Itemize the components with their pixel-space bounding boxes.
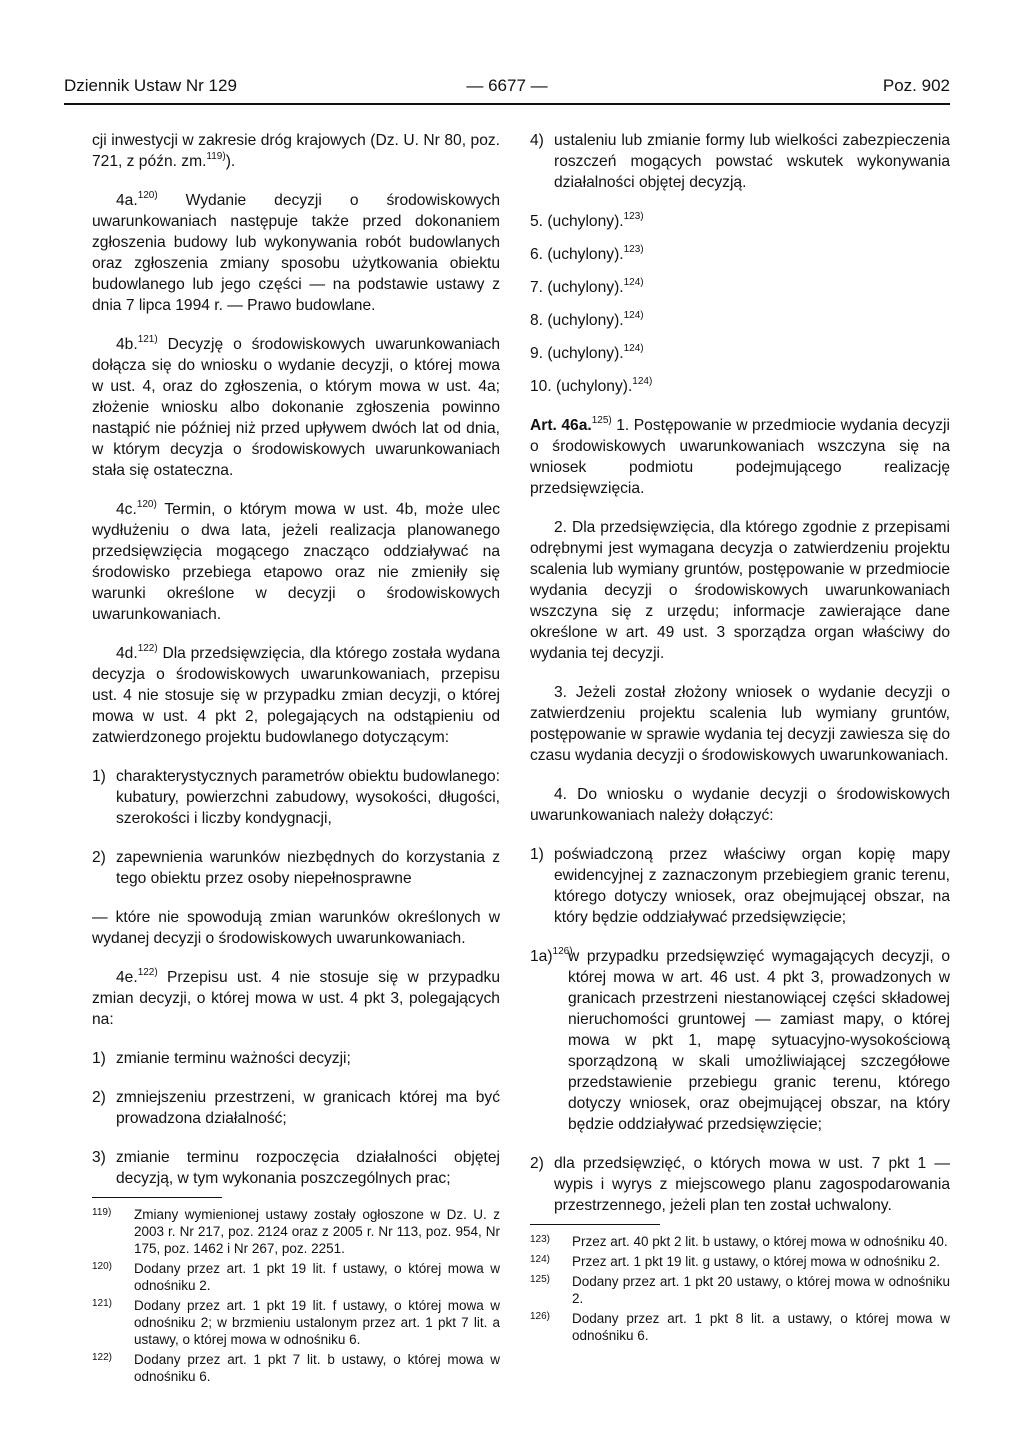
- repealed-item: [530, 310, 950, 331]
- footnote-text: Przez art. 1 pkt 19 lit. g ustawy, o której mowa w odnośniku 2.: [572, 1254, 941, 1269]
- list-number: 2): [92, 1089, 106, 1106]
- paragraph-4c: [92, 499, 500, 625]
- footnote-number: 124): [530, 1254, 551, 1265]
- footnote: [92, 1206, 500, 1257]
- footnote-ref: 126): [552, 945, 573, 957]
- footnote: [92, 1260, 500, 1294]
- footnote: [530, 1310, 950, 1344]
- list-item: [92, 1147, 500, 1189]
- repealed-item: [530, 244, 950, 265]
- list-text: zapewnienia warunków niezbędnych do korzystania z tego obiektu przez osoby niepełnosprawne: [116, 849, 500, 887]
- paragraph-3: 3. Jeżeli został złożony wniosek o wydanie decyzji o zatwierdzeniu projektu scalenia lub wymiany gruntów, postępowanie w sprawie wydania tej decyzji zawiesza się do czasu wydania decyzji o środowiskowych uwarunkowaniach.: [530, 684, 950, 764]
- paragraph-label: 4c.: [116, 501, 137, 518]
- paragraph-text: ).: [225, 153, 236, 170]
- list-item: [92, 1087, 500, 1129]
- left-column: [92, 130, 500, 1388]
- repealed-label: 8. (uchylony).: [530, 312, 624, 329]
- list-text: zmniejszeniu przestrzeni, w granicach której ma być prowadzona działalność;: [116, 1089, 500, 1127]
- repealed-label: 9. (uchylony).: [530, 345, 624, 362]
- repealed-label: 7. (uchylony).: [530, 279, 624, 296]
- footnote-number: 119): [92, 1207, 112, 1218]
- list-item: [530, 946, 950, 1135]
- footnote-rule: [92, 1197, 222, 1198]
- paragraph-4b: [92, 334, 500, 481]
- footnote-ref: 122): [137, 642, 158, 654]
- list-number: 1): [92, 1050, 106, 1067]
- footnote: [530, 1273, 950, 1307]
- list-text: w przypadku przedsięwzięć wymagających decyzji, o której mowa w art. 46 ust. 4 pkt 3, prowadzonych w granicach przestrzeni niestanowiącej części składowej nieruchomości gruntowej — zamiast mapy, o której mowa w pkt 1, mapę sytuacyjno-wysokościową sporządzoną w skali umożliwiającej szczegółowe przedstawienie przebiegu granic terenu, którego dotyczy wniosek, oraz obejmującej obszar, na który będzie oddziaływać przedsięwzięcie;: [568, 948, 950, 1133]
- list-text: poświadczoną przez właściwy organ kopię mapy ewidencyjnej z zaznaczonym przebiegiem granic terenu, którego dotyczy wniosek, oraz obejmującej obszar, na który będzie oddziaływać przedsięwzięcie;: [554, 846, 950, 926]
- footnote-text: Dodany przez art. 1 pkt 19 lit. f ustawy, o której mowa w odnośniku 2.: [134, 1261, 500, 1293]
- footnote-number: 120): [92, 1261, 113, 1272]
- article-label: Art. 46a.: [530, 417, 592, 434]
- footnote-ref: 124): [623, 342, 644, 354]
- footnote-ref: 125): [591, 414, 612, 426]
- right-column: [530, 130, 950, 1347]
- position-number: Poz. 902: [882, 76, 950, 95]
- footnote: [92, 1351, 500, 1385]
- article-46a: [530, 415, 950, 499]
- paragraph-2: 2. Dla przedsięwzięcia, dla którego zgodnie z przepisami odrębnymi jest wymagana decyzja o zatwierdzeniu projektu scalenia lub wymiany gruntów, postępowanie w przedmiocie wydania decyzji o środowiskowych uwarunkowaniach wszczyna się z urzędu; informacje zawierające dane określone w art. 49 ust. 3 sporządza organ właściwy do wydania tej decyzji.: [530, 519, 950, 662]
- list-item: [92, 847, 500, 889]
- repealed-item: [530, 277, 950, 298]
- paragraph-label: 4a.: [116, 192, 138, 209]
- paragraph-4d-tail: — które nie spowodują zmian warunków określonych w wydanej decyzji o środowiskowych uwarunkowaniach.: [92, 909, 500, 947]
- footnote-ref: 121): [137, 333, 158, 345]
- footnote-rule: [530, 1224, 660, 1225]
- paragraph-4: 4. Do wniosku o wydanie decyzji o środowiskowych uwarunkowaniach należy dołączyć:: [530, 786, 950, 824]
- footnote-number: 122): [92, 1352, 113, 1363]
- list-number: 4): [530, 132, 544, 149]
- footnote: [92, 1297, 500, 1348]
- footnote-ref: 122): [137, 966, 158, 978]
- list-item: [530, 130, 950, 193]
- footnote-number: 123): [530, 1234, 551, 1245]
- list-item: [92, 766, 500, 829]
- repealed-item: [530, 343, 950, 364]
- paragraph-label: 4b.: [116, 336, 138, 353]
- paragraph-text: Termin, o którym mowa w ust. 4b, może ulec wydłużeniu o dwa lata, jeżeli realizacja planowanego przedsięwzięcia mogącego znacząco oddziaływać na środowisko przebiega etapowo oraz nie zmieniły się warunki określone w decyzji o środowiskowych uwarunkowaniach.: [92, 501, 500, 623]
- paragraph-text: 1. Postępowanie w przedmiocie wydania decyzji o środowiskowych uwarunkowaniach wszczyna się na wniosek podmiotu podejmującego realizację przedsięwzięcia.: [530, 417, 950, 497]
- list-number: [530, 945, 573, 967]
- repealed-label: 10. (uchylony).: [530, 378, 633, 395]
- list-text: charakterystycznych parametrów obiektu budowlanego: kubatury, powierzchni zabudowy, wysokości, długości, szerokości i liczby kondygnacji,: [116, 768, 500, 827]
- list-item: [530, 844, 950, 928]
- footnote-text: Dodany przez art. 1 pkt 19 lit. f ustawy, o której mowa w odnośniku 2; w brzmieniu ustalonym przez art. 1 pkt 7 lit. a ustawy, o której mowa w odnośniku 6.: [134, 1298, 500, 1347]
- paragraph-label: 4d.: [116, 645, 138, 662]
- footnote-text: Dodany przez art. 1 pkt 8 lit. a ustawy, o której mowa w odnośniku 6.: [572, 1311, 950, 1343]
- repealed-label: 6. (uchylony).: [530, 246, 624, 263]
- paragraph-text: Wydanie decyzji o środowiskowych uwarunkowaniach następuje także przed dokonaniem zgłoszenia budowy lub wykonywania robót budowlanych oraz zgłoszenia zmiany sposobu użytkowania obiektu budowlanego lub jego części — na podstawie ustawy z dnia 7 lipca 1994 r. — Prawo budowlane.: [92, 192, 500, 314]
- list-number: 2): [530, 1155, 544, 1172]
- footnote-text: Przez art. 40 pkt 2 lit. b ustawy, o której mowa w odnośniku 40.: [572, 1234, 948, 1249]
- list-number: 2): [92, 849, 106, 866]
- footnote-text: Dodany przez art. 1 pkt 7 lit. b ustawy, o której mowa w odnośniku 6.: [134, 1352, 500, 1384]
- paragraph-label: 4e.: [116, 969, 138, 986]
- footnote-ref: 123): [623, 243, 644, 255]
- repealed-item: [530, 376, 950, 397]
- footnote-ref: 120): [136, 498, 157, 510]
- list-text: ustaleniu lub zmianie formy lub wielkości zabezpieczenia roszczeń mogących powstać wskutek wykonywania działalności objętej decyzją.: [554, 132, 950, 191]
- footnote: [530, 1253, 950, 1270]
- list-number: 1): [530, 846, 544, 863]
- paragraph-4d: [92, 643, 500, 748]
- page-number: — 6677 —: [466, 76, 548, 95]
- footnote-text: Zmiany wymienionej ustawy zostały ogłoszone w Dz. U. z 2003 r. Nr 217, poz. 2124 oraz z 2005 r. Nr 113, poz. 954, Nr 175, poz. 1462 i Nr 267, poz. 2251.: [134, 1207, 500, 1256]
- list-number-text: 1a): [530, 948, 553, 965]
- page-header: [64, 76, 950, 96]
- paragraph-text: Dla przedsięwzięcia, dla którego została wydana decyzja o środowiskowych uwarunkowaniach, przepisu ust. 4 nie stosuje się w przypadku zmian decyzji, o której mowa w ust. 4 pkt 2, polegających na odstąpieniu od zatwierdzonego projektu budowlanego dotyczącym:: [92, 645, 500, 746]
- paragraph-continuation: [92, 130, 500, 172]
- footnote-number: 121): [92, 1298, 113, 1309]
- footnote-ref: 124): [632, 375, 653, 387]
- header-rule: [64, 103, 950, 105]
- list-item: [92, 1048, 500, 1069]
- footnote-ref: 124): [623, 309, 644, 321]
- list-text: dla przedsięwzięć, o których mowa w ust. 7 pkt 1 — wypis i wyrys z miejscowego planu zagospodarowania przestrzennego, jeżeli plan ten został uchwalony.: [554, 1155, 950, 1214]
- footnote-number: 126): [530, 1311, 551, 1322]
- paragraph-text: cji inwestycji w zakresie dróg krajowych (Dz. U. Nr 80, poz. 721, z późn. zm.: [92, 132, 500, 170]
- journal-title: Dziennik Ustaw Nr 129: [64, 76, 237, 95]
- repealed-label: 5. (uchylony).: [530, 213, 624, 230]
- list-number: 1): [92, 768, 106, 785]
- footnote: [530, 1233, 950, 1250]
- footnote-number: 125): [530, 1274, 551, 1285]
- footnote-text: Dodany przez art. 1 pkt 20 ustawy, o której mowa w odnośniku 2.: [572, 1274, 950, 1306]
- list-text: zmianie terminu rozpoczęcia działalności objętej decyzją, w tym wykonania poszczególnych prac;: [116, 1149, 500, 1187]
- footnote-ref: 119): [206, 150, 226, 162]
- paragraph-text: Decyzję o środowiskowych uwarunkowaniach dołącza się do wniosku o wydanie decyzji, o której mowa w ust. 4, oraz do zgłoszenia, o którym mowa w ust. 4a; złożenie wniosku albo dokonanie zgłoszenia powinno nastąpić nie później niż przed upływem dwóch lat od dnia, w którym decyzja o środowiskowych uwarunkowaniach stała się ostateczna.: [92, 336, 500, 479]
- paragraph-text: Przepisu ust. 4 nie stosuje się w przypadku zmian decyzji, o której mowa w ust. 4 pkt 3, polegających na:: [92, 969, 500, 1028]
- repealed-item: [530, 211, 950, 232]
- list-text: zmianie terminu ważności decyzji;: [116, 1050, 351, 1067]
- footnote-ref: 124): [623, 276, 644, 288]
- footnote-ref: 123): [623, 210, 644, 222]
- paragraph-4e: [92, 967, 500, 1030]
- paragraph-4a: [92, 190, 500, 316]
- footnote-ref: 120): [137, 189, 158, 201]
- list-item: [530, 1153, 950, 1216]
- list-number: 3): [92, 1149, 106, 1166]
